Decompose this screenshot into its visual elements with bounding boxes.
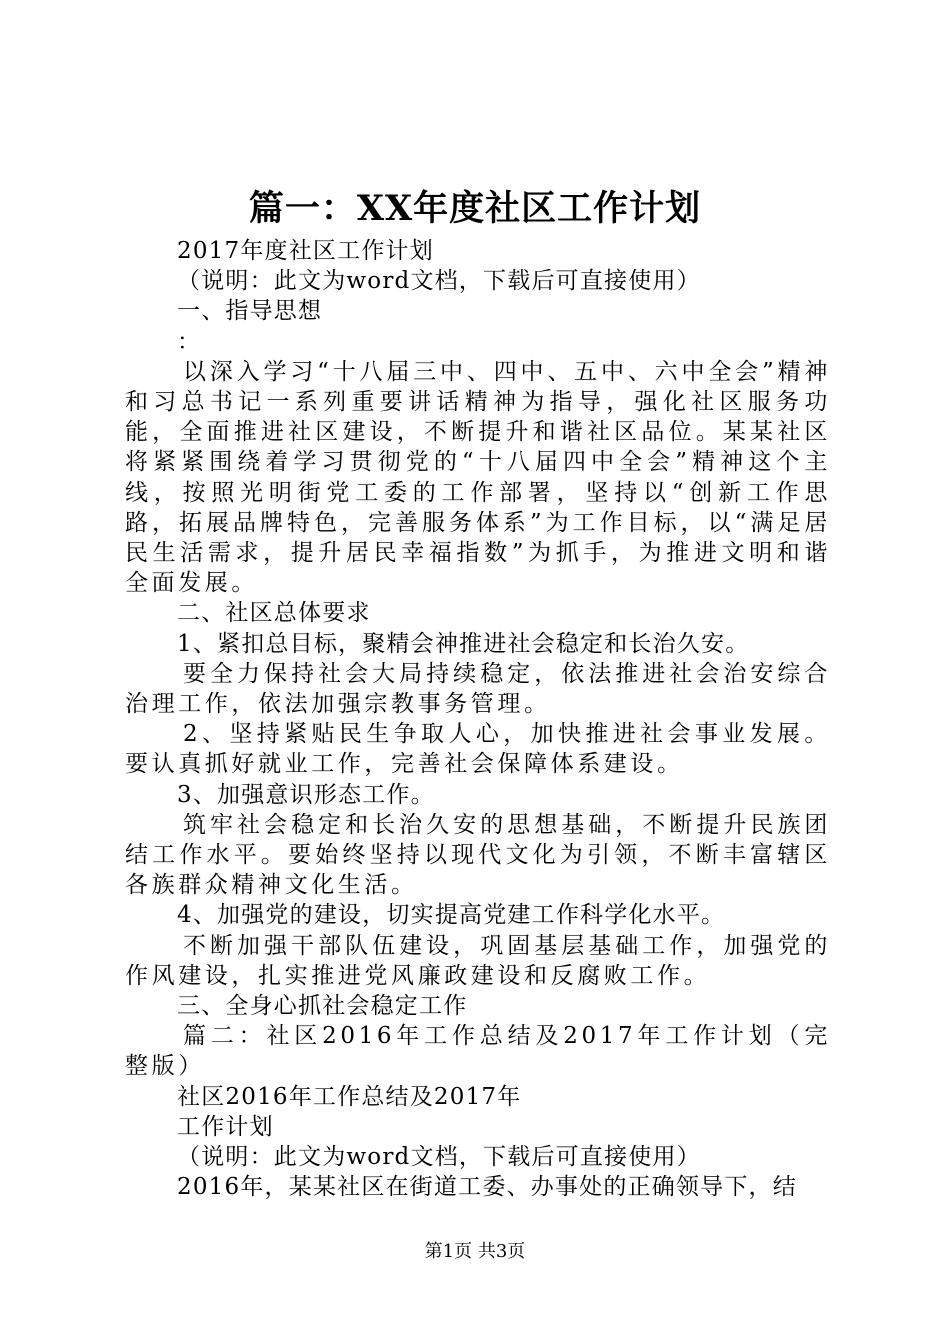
page-number-footer: 第1页 共3页 [424, 1241, 526, 1262]
section-heading-3: 三、全身心抓社会稳定工作 [177, 993, 468, 1020]
item-1-title: 1、紧扣总目标，聚精会神推进社会稳定和长治久安。 [177, 630, 750, 657]
subtitle-line: 2017年度社区工作计划 [177, 238, 434, 264]
document-body [125, 236, 831, 1203]
section-heading-2: 二、社区总体要求 [177, 600, 371, 627]
part-2-subtitle-line-2: 工作计划 [177, 1113, 274, 1140]
item-3-body: 筑牢社会稳定和长治久安的思想基础，不断提升民族团结工作水平。要始终坚持以现代文化为引领，不断丰富辖区各族群众精神文化生活。 [125, 811, 831, 899]
note-line: （说明：此文为word文档，下载后可直接使用） [177, 268, 701, 295]
document-title: 篇一：XX年度社区工作计划 [248, 188, 702, 229]
part-2-paragraph: 2016年，某某社区在街道工委、办事处的正确领导下，结 [177, 1174, 797, 1201]
paragraph-guiding-thought: 以深入学习“十八届三中、四中、五中、六中全会”精神和习总书记一系列重要讲话精神为指导，强化社区服务功能，全面推进社区建设，不断提升和谐社区品位。某某社区将紧紧围绕着学习贯彻党的“十八届四中全会”精神这个主线，按照光明街党工委的工作部署，坚持以“创新工作思路，拓展品牌特色，完善服务体系”为工作目标，以“满足居民生活需求，提升居民幸福指数”为抓手，为推进文明和谐全面发展。 [125, 358, 831, 597]
item-4-title: 4、加强党的建设，切实提高党建工作科学化水平。 [177, 902, 726, 929]
section-heading-1: 一、指导思想 [177, 298, 323, 325]
part-2-note-line: （说明：此文为word文档，下载后可直接使用） [177, 1144, 701, 1171]
part-2-title: 篇二：社区2016年工作总结及2017年工作计划（完整版） [125, 1023, 831, 1080]
part-2-subtitle-line-1: 社区2016年工作总结及2017年 [177, 1083, 522, 1110]
colon-line: ： [177, 328, 202, 355]
item-1-body: 要全力保持社会大局持续稳定，依法推进社会治安综合治理工作，依法加强宗教事务管理。 [125, 660, 831, 718]
item-2: 2、坚持紧贴民生争取人心，加快推进社会事业发展。要认真抓好就业工作，完善社会保障体系建设。 [125, 721, 831, 778]
item-4-body: 不断加强干部队伍建设，巩固基层基础工作，加强党的作风建设，扎实推进党风廉政建设和反腐败工作。 [125, 932, 831, 989]
item-3-title: 3、加强意识形态工作。 [177, 781, 435, 808]
